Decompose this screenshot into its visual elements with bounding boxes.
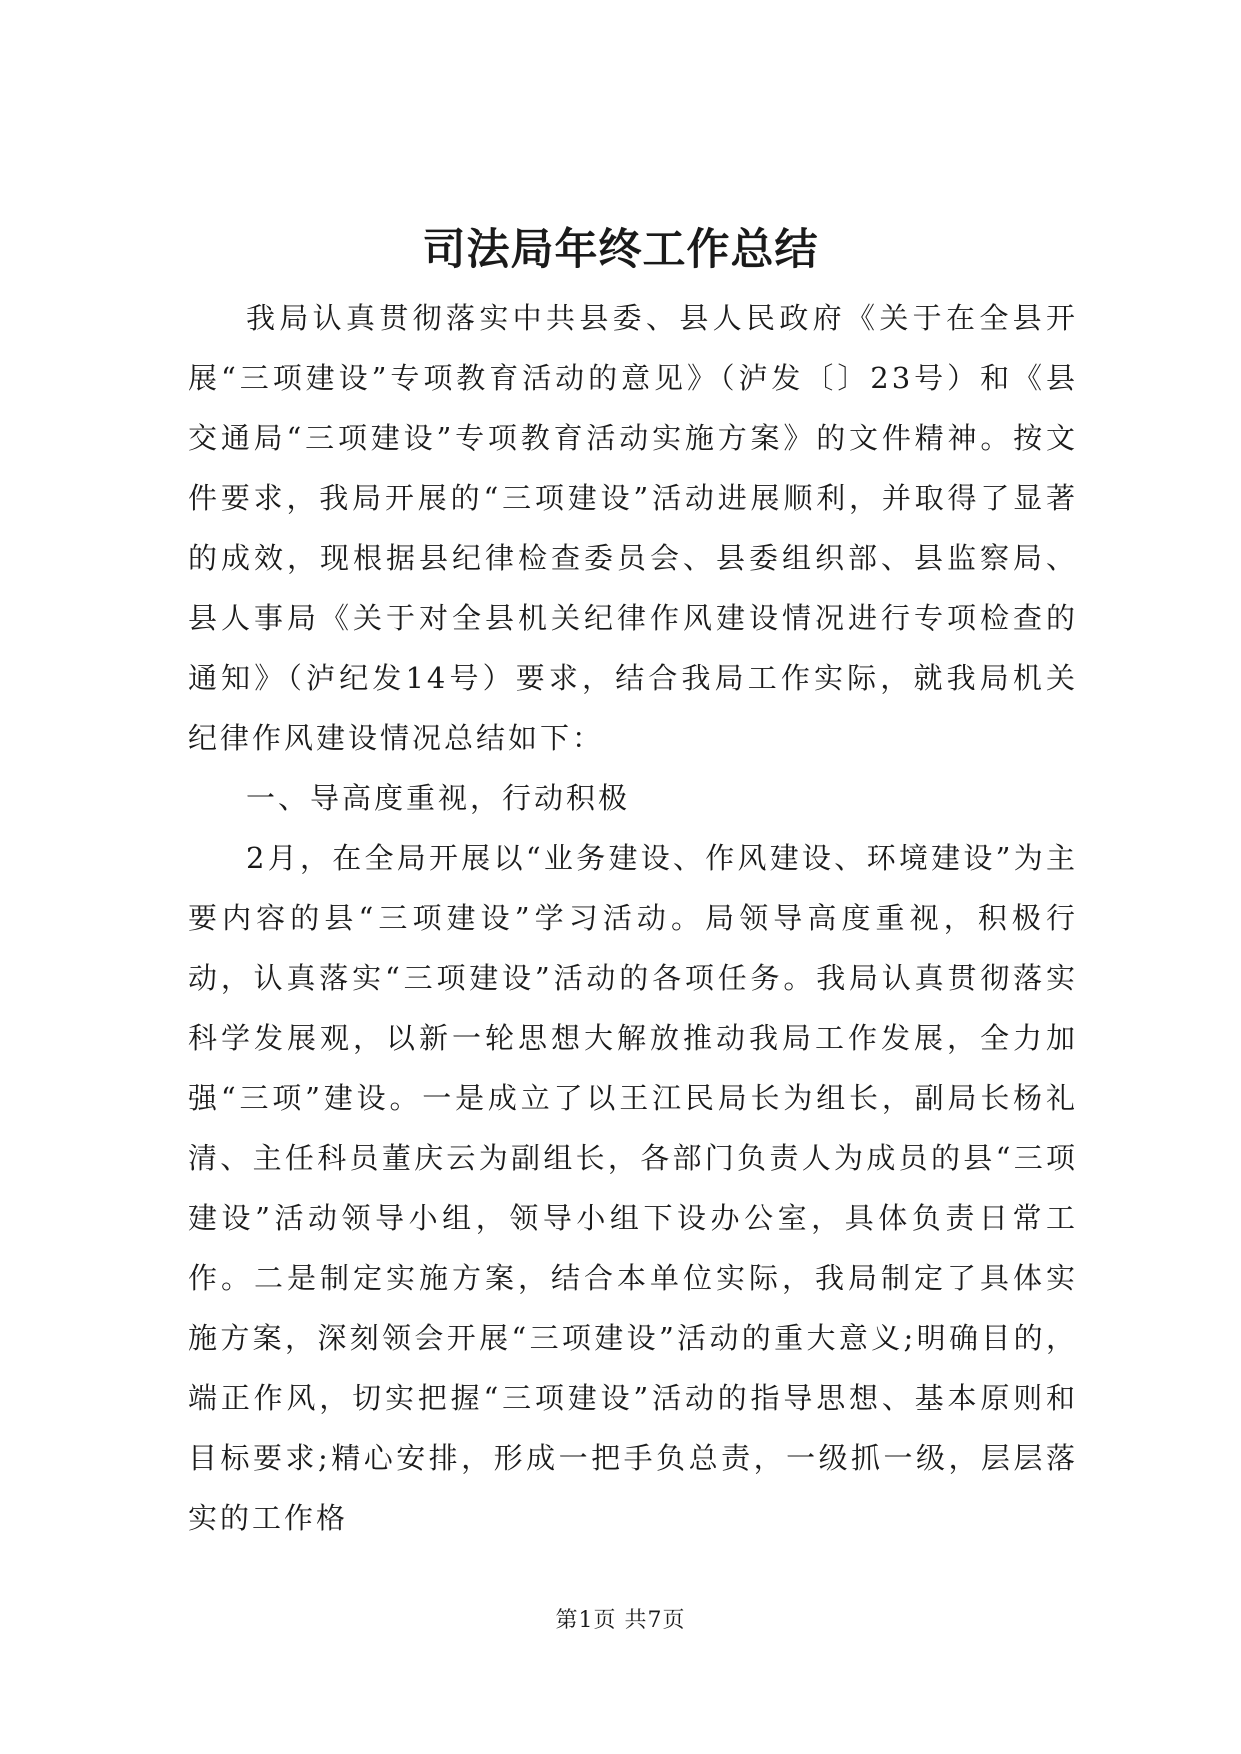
section-heading: 一、导高度重视，行动积极 [246,781,631,815]
document-body [188,288,1078,1548]
page-footer: 第1页 共7页 [555,1608,686,1633]
section-paragraph: 2月，在全局开展以“业务建设、作风建设、环境建设”为主要内容的县“三项建设”学习活动。局领导高度重视，积极行动，认真落实“三项建设”活动的各项任务。我局认真贯彻落实科学发展观，以新一轮思想大解放推动我局工作发展，全力加强“三项”建设。一是成立了以王江民局长为组长，副局长杨礼清、主任科员董庆云为副组长，各部门负责人为成员的县“三项建设”活动领导小组，领导小组下设办公室，具体负责日常工作。二是制定实施方案，结合本单位实际，我局制定了具体实施方案，深刻领会开展“三项建设”活动的重大意义;明确目的，端正作风，切实把握“三项建设”活动的指导思想、基本原则和目标要求;精心安排，形成一把手负总责，一级抓一级，层层落实的工作格 [188,841,1078,1535]
intro-paragraph: 我局认真贯彻落实中共县委、县人民政府《关于在全县开展“三项建设”专项教育活动的意见》（泸发〔〕23号）和《县交通局“三项建设”专项教育活动实施方案》的文件精神。按文件要求，我局开展的“三项建设”活动进展顺利，并取得了显著的成效，现根据县纪律检查委员会、县委组织部、县监察局、县人事局《关于对全县机关纪律作风建设情况进行专项检查的通知》（泸纪发14号）要求，结合我局工作实际，就我局机关纪律作风建设情况总结如下： [188,301,1078,755]
document-title: 司法局年终工作总结 [422,225,819,275]
